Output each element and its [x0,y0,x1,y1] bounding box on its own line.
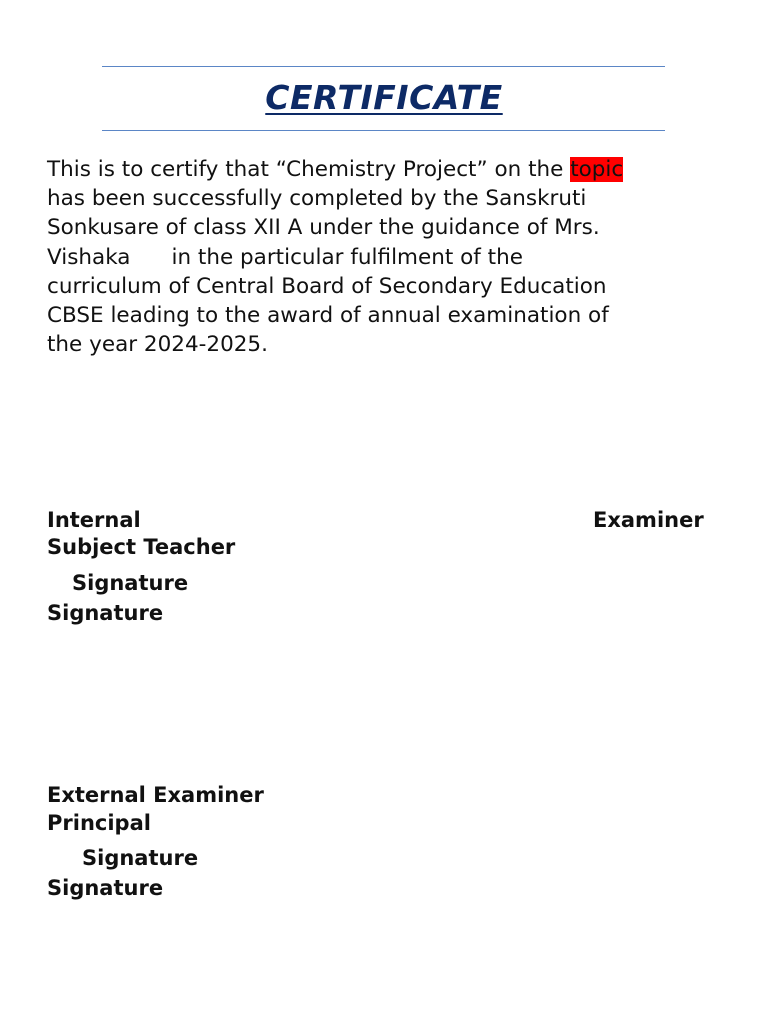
principal-signature-label: Signature [47,876,164,900]
top-divider [102,66,665,67]
body-line: Sonkusare of class XII A under the guidance of Mrs. [47,215,600,241]
highlighted-word: topic [570,157,624,182]
internal-examiner-signature-label: Signature [72,571,189,595]
subject-teacher-label: Subject Teacher [47,535,236,559]
examiner-label: Examiner [593,508,704,532]
body-line: Vishaka in the particular fulfilment of the [47,244,523,270]
bottom-divider [102,130,665,131]
subject-teacher-signature-label: Signature [47,601,164,625]
body-line: the year 2024-2025. [47,332,268,358]
body-line [47,155,747,184]
internal-label: Internal [47,508,141,532]
external-examiner-label: External Examiner [47,783,264,807]
body-line-text: This is to certify that “Chemistry Project” on the [47,157,571,182]
page-title: CERTIFICATE [265,78,503,117]
principal-label: Principal [47,811,151,835]
body-line: has been successfully completed by the Sanskruti [47,186,587,212]
body-line: CBSE leading to the award of annual examination of [47,303,609,329]
external-examiner-signature-label: Signature [82,846,199,870]
body-line: curriculum of Central Board of Secondary Education [47,273,607,299]
certificate-body [47,155,747,359]
